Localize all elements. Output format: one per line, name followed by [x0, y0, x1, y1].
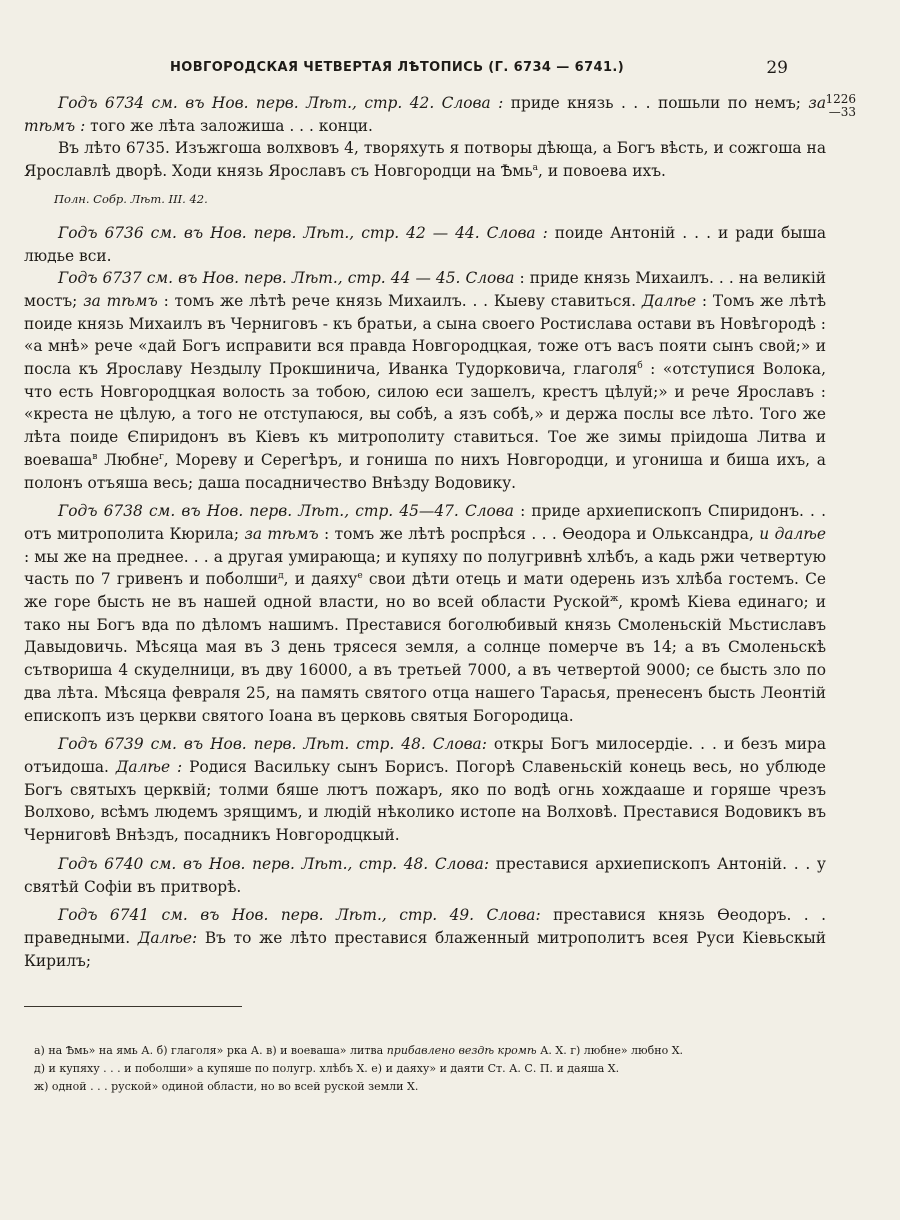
- footnote-line: ж) одной . . . руской» одиной области, но во всей руской земли Х.: [34, 1080, 419, 1093]
- footnote-marker: б: [637, 360, 643, 371]
- footnote-marker: е: [357, 571, 363, 582]
- footnote-marker: ж: [610, 593, 619, 604]
- running-title: НОВГОРОДСКАЯ ЧЕТВЕРТАЯ ЛѢТОПИСЬ (Г. 6734 — 6741.): [170, 60, 625, 75]
- entry-6734: Годъ 6734 см. въ Нов. перв. Лѣт., стр. 42. Слова : приде князь . . . пошьли по немъ; за тѣмъ : того же лѣта заложиша . . . конци. 1226 —33: [24, 92, 856, 135]
- entry-6741: Годъ 6741 см. въ Нов. перв. Лѣт., стр. 49. Слова: преставися князь Ѳеодоръ. . . праведными. Далѣе: Въ то же лѣто преставися блаженный митрополитъ всея Руси Кіевьскый Кирилъ;: [24, 906, 827, 970]
- footnotes: [34, 1042, 824, 1096]
- footnote-marker: г: [159, 451, 164, 462]
- entry-6737: Годъ 6737 см. въ Нов. перв. Лѣт., стр. 44 — 45. Слова : приде князь Михаилъ. . . на великій мостъ; за тѣмъ : томъ же лѣтѣ рече князь Михаилъ. . . Кыеву ставиться. Далѣе : Томъ же лѣтѣ поиде князь Михаилъ въ Черниговъ - къ братьи, а сына своего Ростислава остави въ Новѣгородѣ : «а мнѣ» рече «дай Богъ исправити вся правда Новгородцкая, тоже отъ васъ пояти сынъ свой;» и посла къ Ярославу Нездылу Прокшинича, Иванка Тудорковича, глаголя$^б$ : «отступися Волока, что есть Новгородцкая волость за тобою, силою еси зашелъ, крестъ цѣлуй;» и рече Ярославъ : «креста не цѣлую, а того не отступаюся, вы собѣ, а язъ собѣ,» и держа послы все лѣто. Того же лѣта поиде Єпиридонъ въ Кіевъ къ митрополиту ставиться. Тое же зимы пріидоша Литва и воеваша$^в$ Любне$^г$, Мореву и Серегѣръ, и гониша по нихъ Новгородци, и угониша и биша ихъ, а полонъ отъяша весь; даша посадничество Внѣзду Водовику.: [24, 269, 827, 492]
- text-marker: за тѣмъ :: [24, 94, 827, 135]
- text-marker: за тѣмъ: [239, 524, 319, 543]
- chronicle-text: [24, 92, 856, 972]
- footnote-marker: а: [532, 162, 539, 173]
- entry-6735: Въ лѣто 6735. Изъжгоша волхвовъ 4, творяхуть я потворы дѣюща, а Богъ вѣсть, и сожгоша на Ярославлѣ дворѣ. Ходи князь Ярославъ съ Новгородци на Ѣмь$^а$, и повоева ихъ.: [24, 139, 826, 181]
- entry-reference: Годъ 6739 см. въ Нов. перв. Лѣт. стр. 48. Слова:: [58, 735, 487, 754]
- entry-reference: Годъ 6734 см. въ Нов. перв. Лѣт., стр. 42. Слова :: [58, 94, 504, 112]
- text-marker: Далѣе :: [108, 757, 183, 776]
- page-number: 29: [766, 58, 788, 78]
- entry-reference: Годъ 6740 см. въ Нов. перв. Лѣт., стр. 48. Слова:: [58, 854, 490, 873]
- text-marker: за тѣмъ: [77, 291, 158, 310]
- entry-reference: Годъ 6736 см. въ Нов. перв. Лѣт., стр. 42 — 44. Слова :: [58, 223, 548, 242]
- text-marker: Далѣе:: [130, 928, 198, 947]
- footnote-marker: в: [92, 451, 98, 462]
- entry-reference: Годъ 6741 см. въ Нов. перв. Лѣт., стр. 49. Слова:: [58, 906, 541, 925]
- source-note: Полн. Собр. Лѣт. III. 42.: [54, 191, 208, 206]
- entry-6739: Годъ 6739 см. въ Нов. перв. Лѣт. стр. 48. Слова: откры Богъ милосердіе. . . и безъ мира отъидоша. Далѣе : Родися Васильку сынъ Борисъ. Погорѣ Славеньскій конець весь, но ублюде Богъ святыхъ церквій; толми бяше лютъ пожаръ, яко по водѣ огнь хождааше и горяше чрезъ Волхово, всѣмъ людемъ зрящимъ, и людій нѣколико истопе на Волховѣ. Преставися Водовикъ въ Черниговѣ Внѣздъ, посадникъ Новгородцкый.: [24, 735, 826, 845]
- entry-6738: Годъ 6738 см. въ Нов. перв. Лѣт., стр. 45—47. Слова : приде архиепископъ Спиридонъ. . . отъ митрополита Кюрила; за тѣмъ : томъ же лѣтѣ роспрѣся . . . Ѳеодора и Ольксандра, и далѣе : мы же на преднее. . . а другая умирающа; и купяху по полугривнѣ хлѣбъ, а кадь ржи четвертую часть по 7 гривенъ и поболши$^д$, и даяху$^е$ свои дѣти отець и мати одерень изъ хлѣба гостемъ. Се же горе бысть не въ нашей одной власти, но во всей области Руской$^ж$, кромѣ Кіева единаго; и тако ны Богъ вда по дѣломъ нашимъ. Преставися боголюбивый князь Смоленьскій Мьстиславъ Давыдовичь. Мѣсяца мая въ 3 день трясеся земля, а солнце померче въ 14; а въ Смоленьскѣ сътвориша 4 скуделници, въ дву 16000, а въ третьей 7000, а въ четвертой 9000; се бысть зло по два лѣта. Мѣсяца февраля 25, на память святого отца нашего Тарасья, пренесенъ бысть Леонтій епископъ изъ церкви святого Іоана въ церковь святыя Богородица.: [24, 502, 826, 725]
- entry-6740: Годъ 6740 см. въ Нов. перв. Лѣт., стр. 48. Слова: преставися архиепископъ Антоній. . . у святѣй Софіи въ притворѣ.: [24, 854, 826, 896]
- page-header: [170, 58, 850, 82]
- text-marker: и далѣе: [753, 524, 826, 543]
- footnote-divider: [24, 1006, 242, 1007]
- footnote-line: а) на Ѣмь» на ямь А. б) глаголя» рка А. в) и воеваша» литва прибавлено вездѣ кромѣ А. Х. г) любне» любно Х.: [34, 1044, 684, 1057]
- footnote-line: д) и купяху . . . и поболши» а купяше по полугр. хлѣбъ Х. е) и даяху» и даяти Ст. А. С. П. и даяша Х.: [34, 1062, 620, 1075]
- margin-year-range: 1226 —33: [825, 92, 856, 119]
- footnote-marker: д: [278, 571, 284, 582]
- entry-6736: Годъ 6736 см. въ Нов. перв. Лѣт., стр. 42 — 44. Слова : поиде Антоній . . . и ради быша людье вси.: [24, 223, 826, 265]
- entry-reference: Годъ 6737 см. въ Нов. перв. Лѣт., стр. 44 — 45. Слова: [58, 269, 515, 288]
- entry-reference: Годъ 6738 см. въ Нов. перв. Лѣт., стр. 45—47. Слова: [58, 502, 514, 521]
- text-marker: Далѣе: [636, 291, 697, 310]
